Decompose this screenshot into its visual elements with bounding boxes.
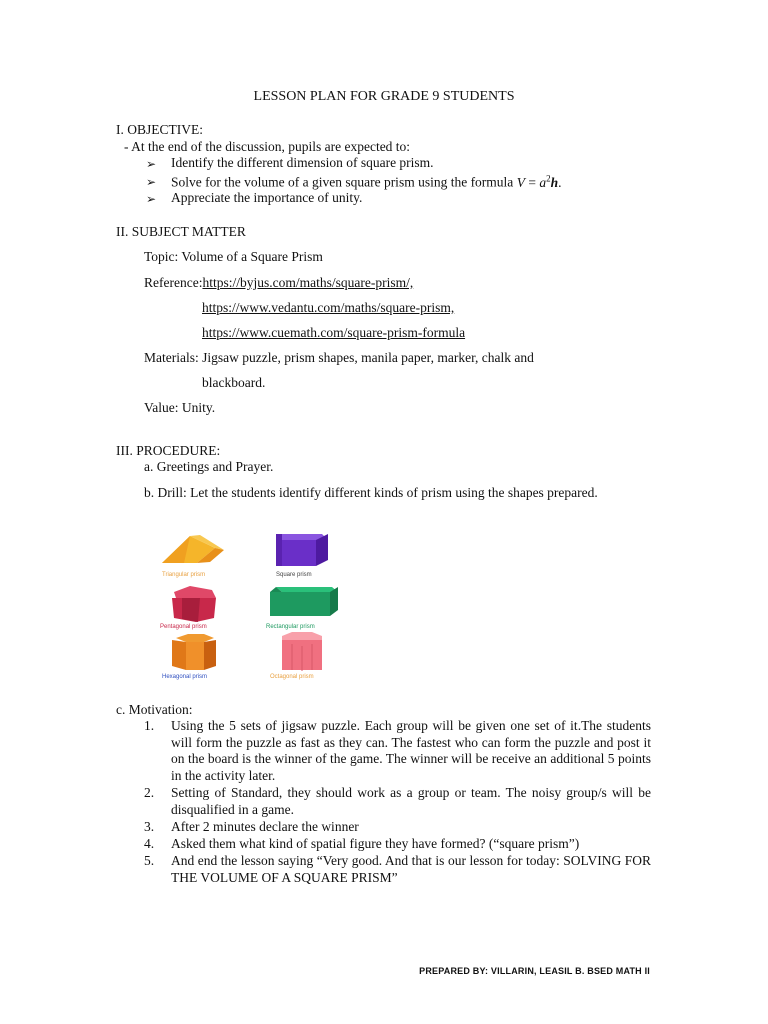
arrow-bullet-icon: ➢ — [146, 157, 157, 171]
arrow-bullet-icon: ➢ — [146, 192, 157, 206]
square-prism-label: Square prism — [276, 572, 312, 578]
arrow-bullet-icon: ➢ — [146, 175, 157, 189]
motivation-item-3: After 2 minutes declare the winner — [171, 819, 359, 834]
reference-link-byjus[interactable]: https://byjus.com/maths/square-prism/, — [202, 275, 414, 290]
subject-matter-heading: II. SUBJECT MATTER — [116, 224, 246, 239]
materials-line-2: blackboard. — [202, 375, 266, 390]
pentagonal-prism-label: Pentagonal prism — [160, 624, 207, 630]
materials-line-1: Materials: Jigsaw puzzle, prism shapes, manila paper, marker, chalk and — [144, 350, 534, 365]
motivation-heading: c. Motivation: — [116, 702, 193, 717]
triangular-prism-label: Triangular prism — [162, 572, 206, 578]
hexagonal-prism-label: Hexagonal prism — [162, 674, 208, 680]
octagonal-prism-icon — [282, 632, 322, 671]
motivation-num-5: 5. — [144, 853, 155, 868]
pentagonal-prism-icon — [172, 586, 216, 622]
motivation-item-5: And end the lesson saying “Very good. And that is our lesson for today: SOLVING FOR THE VOLUME OF A SQUARE PRISM” — [171, 853, 651, 885]
reference-link-vedantu[interactable]: https://www.vedantu.com/maths/square-prism, — [202, 300, 455, 315]
topic: Topic: Volume of a Square Prism — [144, 249, 323, 264]
rectangular-prism-label: Rectangular prism — [266, 624, 315, 630]
objective-heading: I. OBJECTIVE: — [116, 122, 203, 137]
triangular-prism-icon — [162, 535, 224, 563]
reference-line — [144, 275, 413, 291]
rectangular-prism-icon — [270, 587, 338, 616]
motivation-item-4: Asked them what kind of spatial figure they have formed? (“square prism”) — [171, 836, 580, 851]
procedure-heading: III. PROCEDURE: — [116, 443, 221, 458]
square-prism-icon — [276, 534, 328, 566]
octagonal-prism-label: Octagonal prism — [270, 674, 314, 680]
motivation-num-3: 3. — [144, 819, 155, 834]
motivation-num-1: 1. — [144, 718, 155, 733]
procedure-b: b. Drill: Let the students identify different kinds of prism using the shapes prepared. — [144, 485, 598, 500]
volume-formula: $V = a^2h$. — [516, 173, 562, 190]
prism-shapes-image — [152, 530, 352, 686]
motivation-item-1: Using the 5 sets of jigsaw puzzle. Each group will be given one set of it.The students will form the puzzle as fast as they can. The fastest who can form the puzzle and post it on the board is the winner of the game. The winner will be receive an additional 5 points in the activity later. — [171, 718, 651, 784]
motivation-num-4: 4. — [144, 836, 155, 851]
value: Value: Unity. — [144, 400, 216, 415]
reference-label: Reference: — [144, 275, 203, 290]
objective-intro: - At the end of the discussion, pupils are expected to: — [124, 139, 411, 154]
procedure-a: a. Greetings and Prayer. — [144, 459, 274, 474]
hexagonal-prism-icon — [172, 634, 216, 670]
motivation-num-2: 2. — [144, 785, 155, 800]
objective-item-2: Solve for the volume of a given square prism using the formula $V = a^2h$. — [171, 173, 562, 190]
reference-link-cuemath[interactable]: https://www.cuemath.com/square-prism-formula — [202, 325, 466, 340]
objective-item-1: Identify the different dimension of square prism. — [171, 155, 434, 170]
prepared-by-footer: PREPARED BY: VILLARIN, LEASIL B. BSED MATH II — [419, 966, 650, 976]
objective-item-3: Appreciate the importance of unity. — [171, 190, 363, 205]
page-title: LESSON PLAN FOR GRADE 9 STUDENTS — [253, 89, 515, 104]
motivation-item-2: Setting of Standard, they should work as a group or team. The noisy group/s will be disqualified in a game. — [171, 785, 651, 817]
